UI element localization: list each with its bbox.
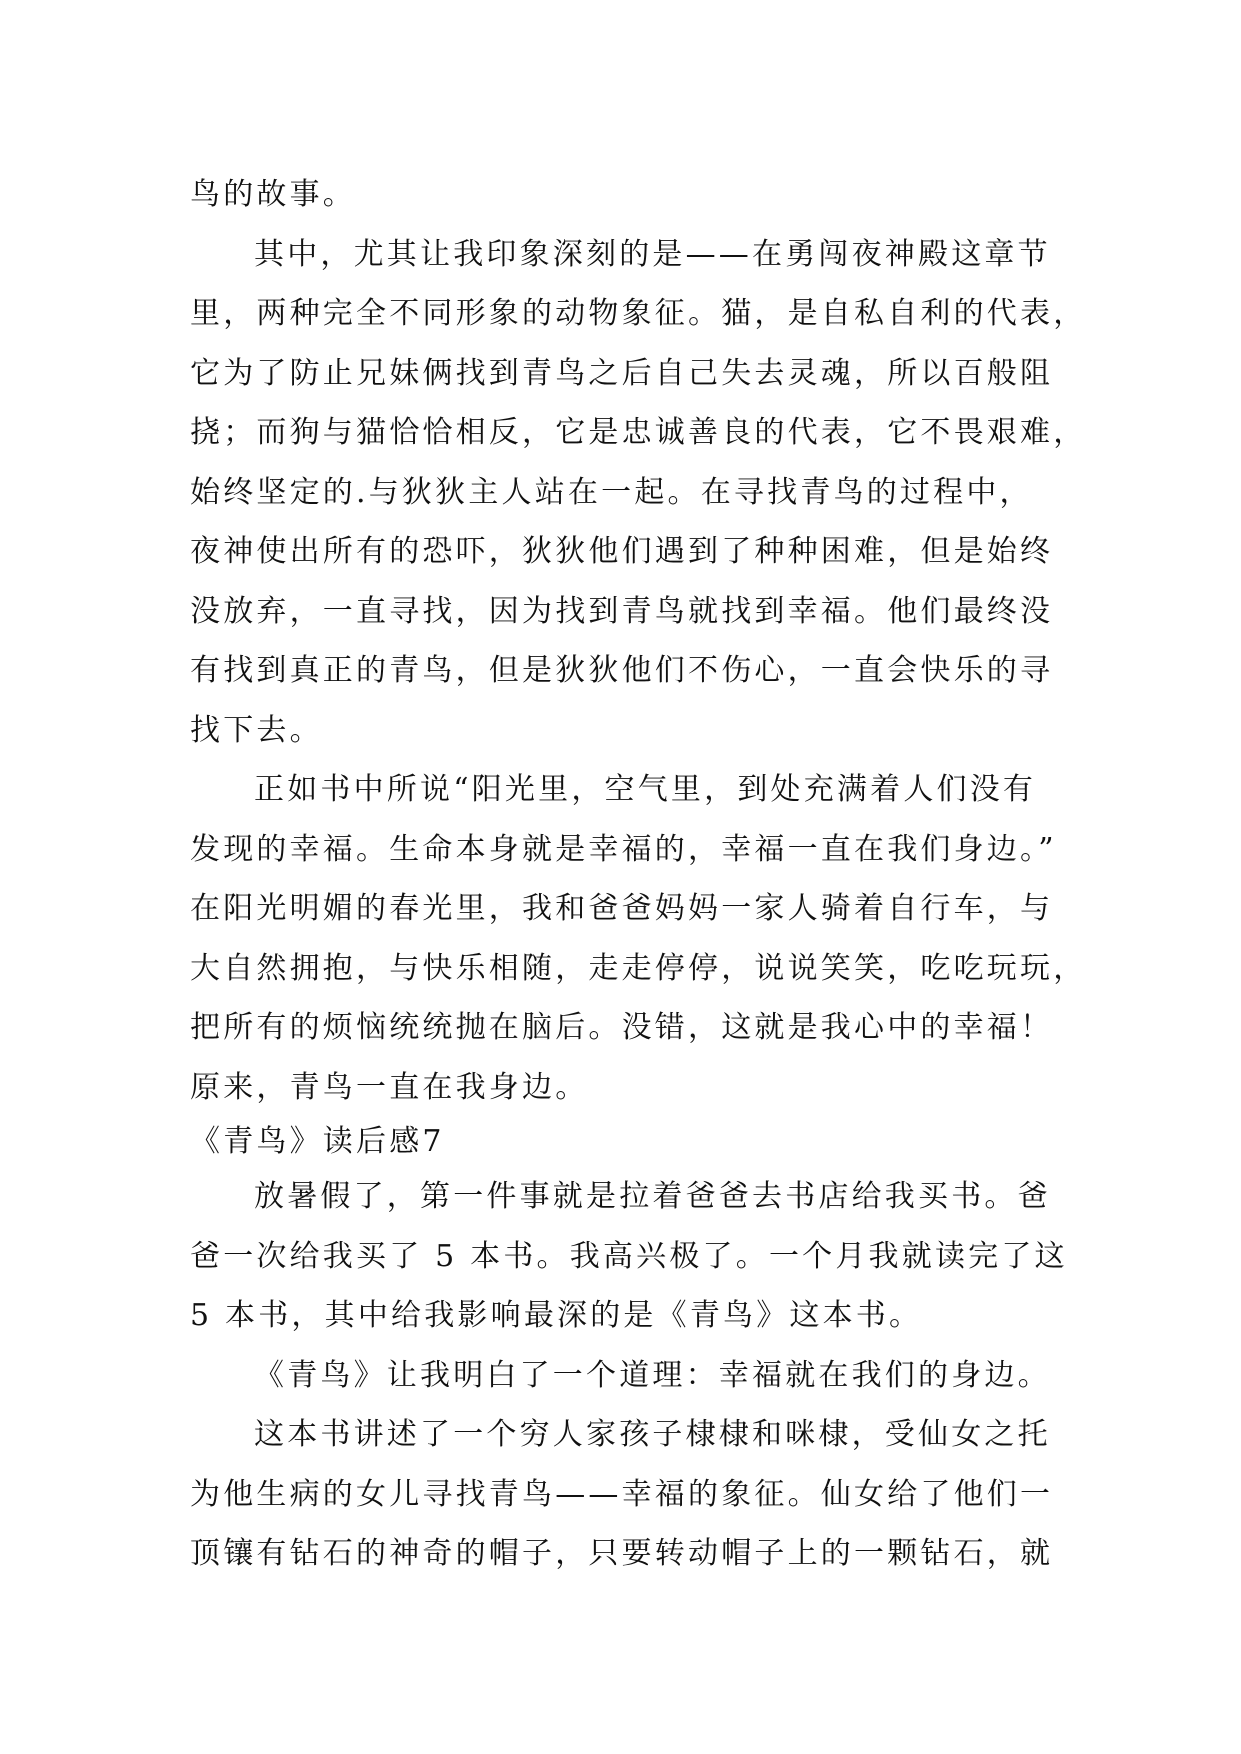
text-line: 有找到真正的青鸟，但是狄狄他们不伤心，一直会快乐的寻 (190, 653, 1054, 688)
text-line: 为他生病的女儿寻找青鸟——幸福的象征。仙女给了他们一 (190, 1476, 1054, 1512)
text-line: 没放弃，一直寻找，因为找到青鸟就找到幸福。他们最终没 (190, 593, 1054, 629)
text-line: 其中，尤其让我印象深刻的是——在勇闯夜神殿这章节 (254, 236, 1051, 272)
paragraph-2 (190, 760, 1087, 1117)
paragraph-4 (190, 1346, 1060, 1406)
paragraph-5 (190, 1405, 1060, 1584)
paragraph-3 (190, 1167, 1068, 1346)
text-line: 始终坚定的.与狄狄主人站在一起。在寻找青鸟的过程中， (190, 474, 1033, 510)
text-line: 爸一次给我买了 5 本书。我高兴极了。一个月我就读完了这 (190, 1238, 1068, 1274)
document-body (190, 165, 1087, 1584)
text-line: 这本书讲述了一个穷人家孩子棣棣和咪棣，受仙女之托 (254, 1417, 1051, 1452)
text-line: 里，两种完全不同形象的动物象征。猫，是自私自利的代表， (190, 296, 1087, 331)
text-line: 在阳光明媚的春光里，我和爸爸妈妈一家人骑着自行车，与 (190, 891, 1054, 926)
text-line: 找下去。 (190, 712, 323, 748)
text-line: 把所有的烦恼统统抛在脑后。没错，这就是我心中的幸福！ (190, 1010, 1054, 1045)
text-line: 挠；而狗与猫恰恰相反，它是忠诚善良的代表，它不畏艰难， (190, 415, 1087, 450)
text-line: 发现的幸福。生命本身就是幸福的，幸福一直在我们身边。” (190, 831, 1057, 867)
text-line: 夜神使出所有的恐吓，狄狄他们遇到了种种困难，但是始终 (190, 534, 1054, 569)
text-line: 它为了防止兄妹俩找到青鸟之后自己失去灵魂，所以百般阻 (190, 355, 1054, 391)
text-line: 5 本书，其中给我影响最深的是《青鸟》这本书。 (190, 1298, 923, 1333)
section-heading: 《青鸟》读后感7 (190, 1124, 445, 1159)
text-line: 正如书中所说“阳光里，空气里，到处充满着人们没有 (254, 772, 1037, 807)
paragraph-1 (190, 225, 1087, 761)
text-line: 鸟的故事。 (190, 177, 356, 212)
paragraph-section-tail (190, 165, 1060, 225)
text-line: 大自然拥抱，与快乐相随，走走停停，说说笑笑，吃吃玩玩， (190, 950, 1087, 986)
text-line: 顶镶有钻石的神奇的帽子，只要转动帽子上的一颗钻石，就 (190, 1536, 1054, 1571)
text-line: 《青鸟》让我明白了一个道理：幸福就在我们的身边。 (254, 1357, 1051, 1393)
text-line: 原来，青鸟一直在我身边。 (190, 1069, 589, 1105)
text-line: 放暑假了，第一件事就是拉着爸爸去书店给我买书。爸 (254, 1179, 1051, 1214)
